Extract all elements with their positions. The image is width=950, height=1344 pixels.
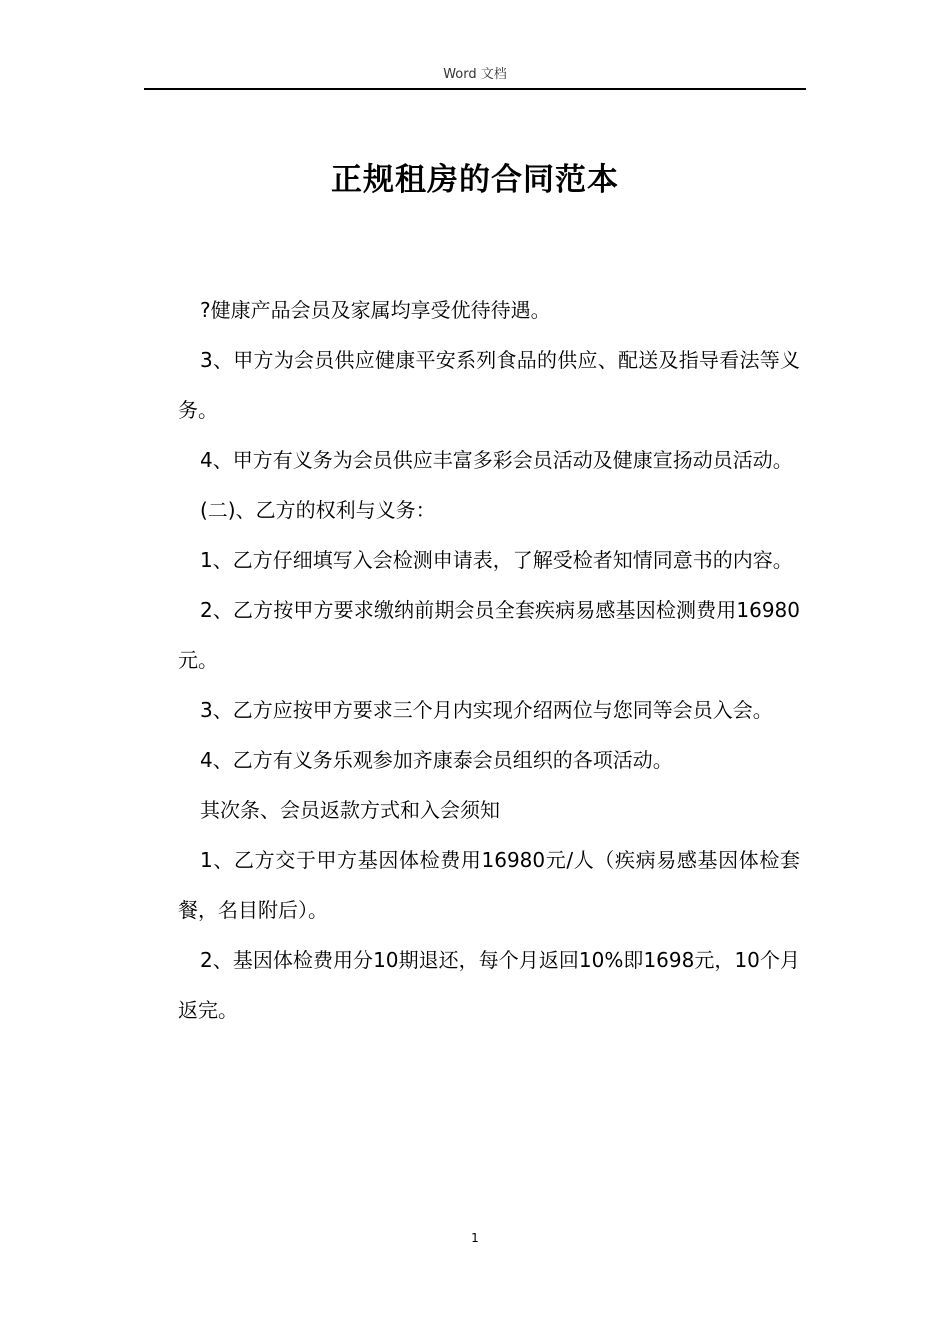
paragraph: 3、甲方为会员供应健康平安系列食品的供应、配送及指导看法等义务。 [178, 348, 800, 422]
paragraph: 其次条、会员返款方式和入会须知 [200, 798, 500, 822]
document-body [178, 285, 800, 1035]
page-header: Word 文档 [443, 67, 507, 82]
paragraph: 4、甲方有义务为会员供应丰富多彩会员活动及健康宣扬动员活动。 [200, 448, 793, 472]
paragraph: ?健康产品会员及家属均享受优待待遇。 [200, 298, 551, 322]
document-title: 正规租房的合同范本 [331, 162, 619, 198]
paragraph: 1、乙方仔细填写入会检测申请表，了解受检者知情同意书的内容。 [200, 548, 793, 572]
paragraph: 2、基因体检费用分10期退还，每个月返回10%即1698元，10个月返完。 [178, 948, 800, 1022]
paragraph: (二)、乙方的权利与义务： [200, 498, 436, 522]
header-divider [144, 88, 806, 90]
paragraph: 2、乙方按甲方要求缴纳前期会员全套疾病易感基因检测费用16980元。 [178, 598, 800, 672]
paragraph: 1、乙方交于甲方基因体检费用16980元/人（疾病易感基因体检套餐，名目附后）。 [178, 848, 800, 922]
page-number: 1 [471, 1231, 479, 1245]
paragraph: 4、乙方有义务乐观参加齐康泰会员组织的各项活动。 [200, 748, 673, 772]
paragraph: 3、乙方应按甲方要求三个月内实现介绍两位与您同等会员入会。 [200, 698, 773, 722]
